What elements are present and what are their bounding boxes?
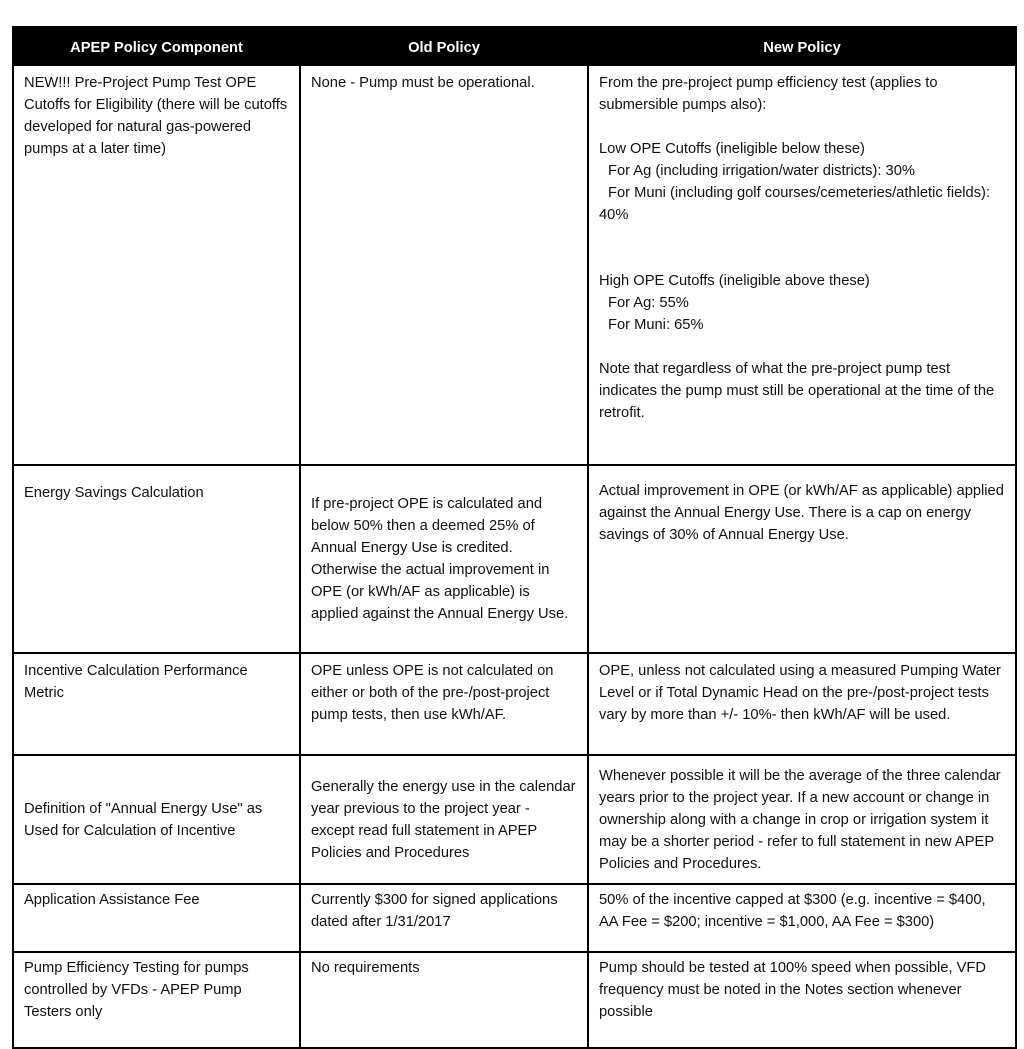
header-new-policy: New Policy	[588, 27, 1016, 65]
new-policy-note: Note that regardless of what the pre-project pump test indicates the pump must still be operational at the time of the retrofit.	[599, 361, 995, 421]
cell-new-policy	[588, 65, 1016, 465]
header-row	[13, 27, 1016, 65]
high-cutoff-muni: For Muni: 65%	[608, 317, 704, 333]
cell-old-policy: OPE unless OPE is not calculated on either or both of the pre-/post-project pump tests, then use kWh/AF.	[300, 653, 588, 755]
cell-new-policy: OPE, unless not calculated using a measured Pumping Water Level or if Total Dynamic Head on the pre-/post-project tests vary by more than +/- 10%- then kWh/AF will be used.	[588, 653, 1016, 755]
cell-new-policy: Pump should be tested at 100% speed when possible, VFD frequency must be noted in the Notes section whenever possible	[588, 952, 1016, 1048]
cell-new-policy: Actual improvement in OPE (or kWh/AF as applicable) applied against the Annual Energy Use. There is a cap on energy savings of 30% of Annual Energy Use.	[588, 465, 1016, 653]
cell-new-policy: Whenever possible it will be the average of the three calendar years prior to the project year. If a new account or change in ownership along with a change in crop or irrigation system it may be a shorter period - refer to full statement in new APEP Policies and Procedures.	[588, 755, 1016, 884]
table-row	[13, 952, 1016, 1048]
cell-component: Definition of "Annual Energy Use" as Used for Calculation of Incentive	[13, 755, 300, 884]
high-cutoff-ag: For Ag: 55%	[608, 295, 689, 311]
cell-old-policy: No requirements	[300, 952, 588, 1048]
cell-old-policy: None - Pump must be operational.	[300, 65, 588, 465]
low-cutoffs-heading: Low OPE Cutoffs (ineligible below these)	[599, 141, 865, 157]
low-cutoff-muni: For Muni (including golf courses/cemeteries/athletic fields): 40%	[599, 185, 991, 223]
table-row	[13, 465, 1016, 653]
cell-component: NEW!!! Pre-Project Pump Test OPE Cutoffs for Eligibility (there will be cutoffs developed for natural gas-powered pumps at a later time)	[13, 65, 300, 465]
table-row	[13, 653, 1016, 755]
cell-old-policy: Generally the energy use in the calendar year previous to the project year - except read full statement in APEP Policies and Procedures	[300, 755, 588, 884]
cell-component: Incentive Calculation Performance Metric	[13, 653, 300, 755]
table-row	[13, 755, 1016, 884]
cell-old-policy: If pre-project OPE is calculated and below 50% then a deemed 25% of Annual Energy Use is credited. Otherwise the actual improvement in OPE (or kWh/AF as applicable) is applied against the Annual Energy Use.	[300, 465, 588, 653]
cell-component: Pump Efficiency Testing for pumps controlled by VFDs - APEP Pump Testers only	[13, 952, 300, 1048]
header-old-policy: Old Policy	[300, 27, 588, 65]
table-row	[13, 65, 1016, 465]
high-cutoffs-heading: High OPE Cutoffs (ineligible above these)	[599, 273, 870, 289]
new-policy-intro: From the pre-project pump efficiency test (applies to submersible pumps also):	[599, 75, 938, 113]
cell-component: Energy Savings Calculation	[13, 465, 300, 653]
low-cutoff-ag: For Ag (including irrigation/water districts): 30%	[608, 163, 915, 179]
low-cutoff-muni-wrap	[599, 182, 1005, 226]
cell-new-policy: 50% of the incentive capped at $300 (e.g. incentive = $400, AA Fee = $200; incentive = $1,000, AA Fee = $300)	[588, 884, 1016, 952]
table-row	[13, 884, 1016, 952]
policy-comparison-table	[12, 26, 1017, 1049]
cell-component: Application Assistance Fee	[13, 884, 300, 952]
header-component: APEP Policy Component	[13, 27, 300, 65]
cell-old-policy: Currently $300 for signed applications dated after 1/31/2017	[300, 884, 588, 952]
